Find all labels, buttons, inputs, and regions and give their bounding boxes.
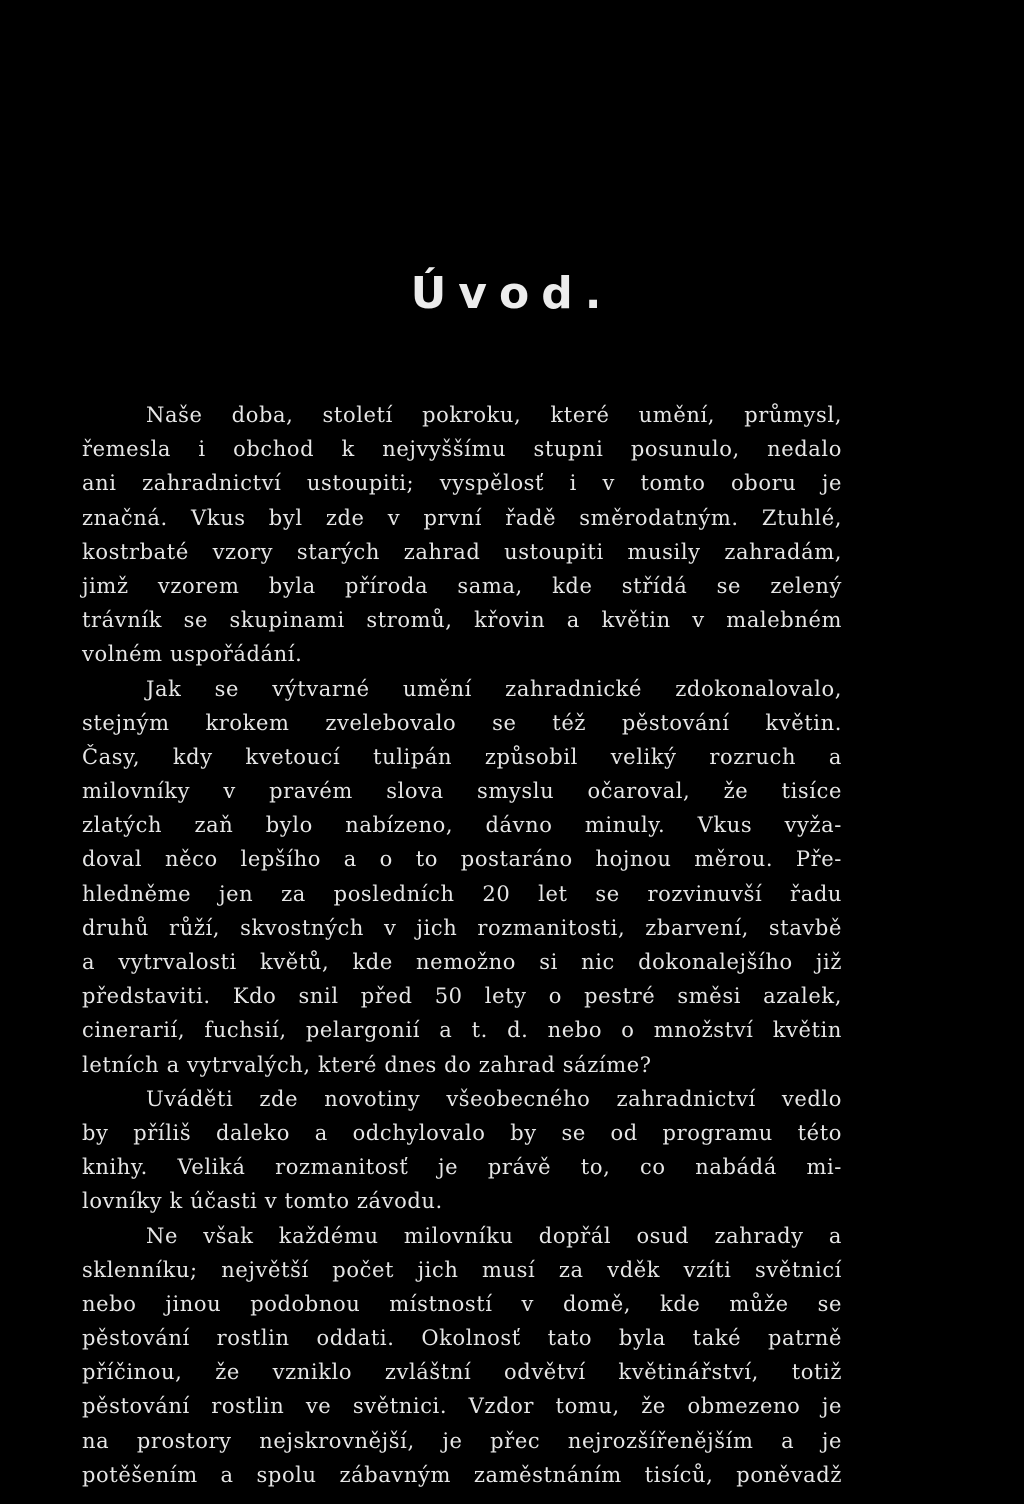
text-line: ani zahradnictví ustoupiti; vyspělosť i v tomto oboru je xyxy=(82,471,842,496)
text-line: potěšením a spolu zábavným zaměstnáním tisíců, poněvadž xyxy=(82,1462,842,1487)
text-line: pěstování rostlin ve světnici. Vzdor tomu, že obmezeno je xyxy=(82,1394,842,1419)
text-line: pěstování rostlin oddati. Okolnosť tato byla také patrně xyxy=(82,1326,842,1351)
text-line: druhů růží, skvostných v jich rozmanitosti, zbarvení, stavbě xyxy=(82,915,842,940)
text-line: cinerarií, fuchsií, pelargonií a t. d. nebo o množství květin xyxy=(82,1018,842,1043)
text-line: Časy, kdy kvetoucí tulipán způsobil veliký rozruch a xyxy=(82,744,842,769)
text-line: Jak se výtvarné umění zahradnické zdokonalovalo, xyxy=(146,676,842,701)
text-line: Naše doba, století pokroku, které umění, průmysl, xyxy=(146,403,842,427)
text-line: letních a vytrvalých, které dnes do zahrad sázíme? xyxy=(82,1052,652,1077)
text-line: na prostory nejskrovnější, je přec nejrozšířenějším a je xyxy=(82,1428,842,1453)
text-line: volném uspořádání. xyxy=(82,642,303,667)
text-line: nebo jinou podobnou místností v domě, kde může se xyxy=(82,1291,842,1316)
text-line: lovníky k účasti v tomto závodu. xyxy=(82,1189,443,1214)
body-text xyxy=(82,398,842,1492)
text-line: milovníky v pravém slova smyslu očaroval, že tisíce xyxy=(82,779,842,804)
text-line: a vytrvalosti květů, kde nemožno si nic dokonalejšího již xyxy=(82,950,842,974)
text-line: zlatých zaň bylo nabízeno, dávno minuly. Vkus vyža- xyxy=(82,813,842,838)
chapter-title: Úvod. xyxy=(410,268,614,319)
text-line: stejným krokem zvelebovalo se též pěstování květin. xyxy=(82,710,842,735)
text-line: doval něco lepšího a o to postaráno hojnou měrou. Pře- xyxy=(82,847,842,872)
text-line: hledněme jen za posledních 20 let se rozvinuvší řadu xyxy=(82,881,842,906)
text-line: Uváděti zde novotiny všeobecného zahradnictví vedlo xyxy=(146,1086,842,1111)
text-line: jimž vzorem byla příroda sama, kde střídá se zelený xyxy=(82,573,842,598)
text-line: značná. Vkus byl zde v první řadě směrodatným. Ztuhlé, xyxy=(82,505,842,530)
text-line: knihy. Veliká rozmanitosť je právě to, co nabádá mi- xyxy=(82,1155,842,1180)
text-line: kostrbaté vzory starých zahrad ustoupiti musily zahradám, xyxy=(82,539,842,564)
text-line: sklenníku; největší počet jich musí za vděk vzíti světnicí xyxy=(82,1257,842,1282)
text-line: řemesla i obchod k nejvyššímu stupni posunulo, nedalo xyxy=(82,437,842,462)
text-line: by příliš daleko a odchylovalo by se od programu této xyxy=(82,1120,842,1145)
text-line: Ne však každému milovníku dopřál osud zahrady a xyxy=(146,1223,842,1248)
text-line: představiti. Kdo snil před 50 lety o pestré směsi azalek, xyxy=(82,984,842,1009)
text-line: trávník se skupinami stromů, křovin a květin v malebném xyxy=(82,608,842,633)
text-line: příčinou, že vzniklo zvláštní odvětví květinářství, totiž xyxy=(82,1360,842,1385)
